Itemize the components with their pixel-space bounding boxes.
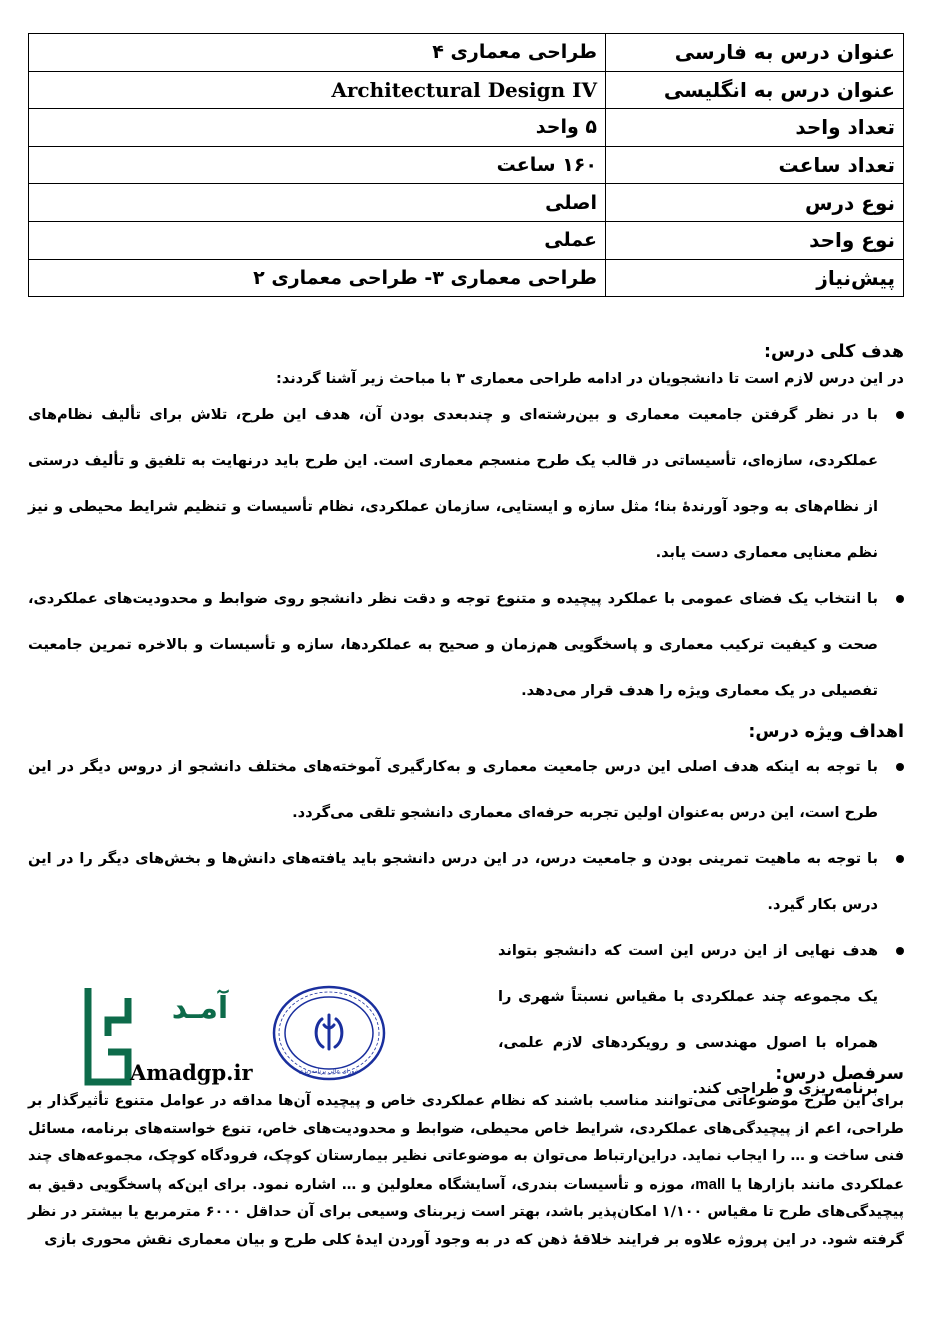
list-item-text: با توجه به ماهیت تمرینی بودن و جامعیت درس، در این درس دانشجو باید یافته‌های دانش‌ها و بخش‌های دیگر را در این درس بکار گیرد.: [28, 850, 878, 913]
outline-section: [28, 1062, 904, 1255]
row-label: تعداد واحد: [606, 109, 904, 147]
general-goal-list: [28, 392, 904, 714]
row-label: عنوان درس به فارسی: [606, 34, 904, 72]
table-row: [29, 71, 904, 109]
row-value: عملی: [29, 221, 606, 259]
row-value: طراحی معماری ۴: [29, 34, 606, 72]
bullet-icon: [896, 595, 904, 603]
row-label: نوع واحد: [606, 221, 904, 259]
bullet-icon: [896, 411, 904, 419]
row-value: ۵ واحد: [29, 109, 606, 147]
row-value: طراحی معماری ۳- طراحی معماری ۲: [29, 259, 606, 297]
table-row: [29, 221, 904, 259]
brand-url: Amadgp.ir: [130, 1060, 253, 1085]
outline-body: [28, 1088, 904, 1255]
row-value: Architectural Design IV: [29, 71, 606, 109]
bullet-icon: [896, 855, 904, 863]
table-row: [29, 109, 904, 147]
general-goal-intro: در این درس لازم است تا دانشجویان در ادامه طراحی معماری ۳ با مباحث زیر آشنا گردند:: [276, 371, 904, 387]
row-label: تعداد ساعت: [606, 146, 904, 184]
row-value: اصلی: [29, 184, 606, 222]
row-label: عنوان درس به انگلیسی: [606, 71, 904, 109]
outline-heading: سرفصل درس:: [775, 1064, 904, 1084]
general-goal-section: [28, 340, 904, 714]
bullet-icon: [896, 763, 904, 771]
specific-goals-heading: اهداف ویژه درس:: [748, 722, 904, 742]
bullet-icon: [896, 947, 904, 955]
outline-text-end: ، موزه و تأسیسات بندری، آسایشگاه معلولین و … اشاره نمود. برای این‌که پاسخگویی دقیق به پیچیدگی‌های طرح تا مقیاس ۱/۱۰۰ امکان‌پذیر باشد، بهتر است زیربنای وسیعی برای آن حداقل ۶۰۰۰ مترمربع یا بیشتر در نظر گرفته شود. در این پروژه علاوه بر فرایند خلاقهٔ ذهن که در به وجود آوردن ایدهٔ کلی طرح و بیان معماری نقش محوری بازی: [28, 1176, 904, 1248]
official-seal-icon: [272, 985, 386, 1081]
seal-text: شورای عالی برنامه‌ریزی: [298, 1068, 360, 1075]
outline-text-start: برای این طرح موضوعاتی می‌توانند مناسب باشند که نظام عملکردی خاص و پیچیده آن‌ها مداقه در عوامل متنوع تأثیرگذار بر طراحی، اعم از پیچیدگی‌های عملکردی، شرایط خاص محیطی، ضوابط و محدودیت‌های خاص، تنوع خواسته‌های برنامه، مسائل فنی ساخت و … را ایجاب نماید. دراین‌ارتباط می‌توان به موضوعاتی نظیر بیمارستان کوچک، فرودگاه کوچک، مجموعه‌های چند عملکردی مانند بازارها یا: [28, 1093, 904, 1193]
list-item-text: با در نظر گرفتن جامعیت معماری و بین‌رشته‌ای و چندبعدی بودن آن، هدف این طرح، تلاش برای تألیف نظام‌های عملکردی، سازه‌ای، تأسیساتی در قالب یک طرح منسجم معماری است. این طرح باید درنهایت به تلفیق و تألیف درستی از نظام‌های به وجود آورندهٔ بنا؛ مثل سازه و ایستایی، سازمان عملکردی، نظام تأسیسات و تنظیم شرایط محیطی و نیز نظم معنایی معماری دست یابد.: [28, 406, 878, 561]
row-label: پیش‌نیاز: [606, 259, 904, 297]
table-row: [29, 34, 904, 72]
row-label: نوع درس: [606, 184, 904, 222]
list-item: [28, 744, 878, 836]
table-row: [29, 146, 904, 184]
course-info-table: [28, 33, 904, 297]
outline-mall: mall: [695, 1175, 726, 1193]
list-item-text: با انتخاب یک فضای عمومی با عملکرد پیچیده و متنوع توجه و دقت نظر دانشجو روی ضوابط و محدودیت‌های عملکردی، صحت و کیفیت ترکیب معماری و پاسخگویی هم‌زمان و صحیح به عملکردها، سازه و تأسیسات و بالاخره تمرین جامعیت تفصیلی در یک معماری ویژه را هدف قرار می‌دهد.: [28, 590, 878, 699]
list-item: [28, 576, 878, 714]
list-item: [28, 392, 878, 576]
brand-text: آمـد: [171, 991, 229, 1026]
list-item: [28, 836, 878, 928]
table-row: [29, 184, 904, 222]
general-goal-heading: هدف کلی درس:: [764, 342, 904, 362]
list-item-text: هدف نهایی از این درس این است که دانشجو بتواند یک مجموعه چند عملکردی با مقیاس نسبتاً شهری را همراه با اصول مهندسی و رویکردهای لازم علمی، برنامه‌ریزی و طراحی کند.: [498, 942, 878, 1097]
table-row: [29, 259, 904, 297]
row-value: ۱۶۰ ساعت: [29, 146, 606, 184]
list-item-text: با توجه به اینکه هدف اصلی این درس جامعیت معماری و به‌کارگیری آموخته‌های مختلف دانشجو از دروس دیگر در این طرح است، این درس به‌عنوان اولین تجربه حرفه‌ای معماری دانشجو تلقی می‌گردد.: [28, 758, 878, 821]
